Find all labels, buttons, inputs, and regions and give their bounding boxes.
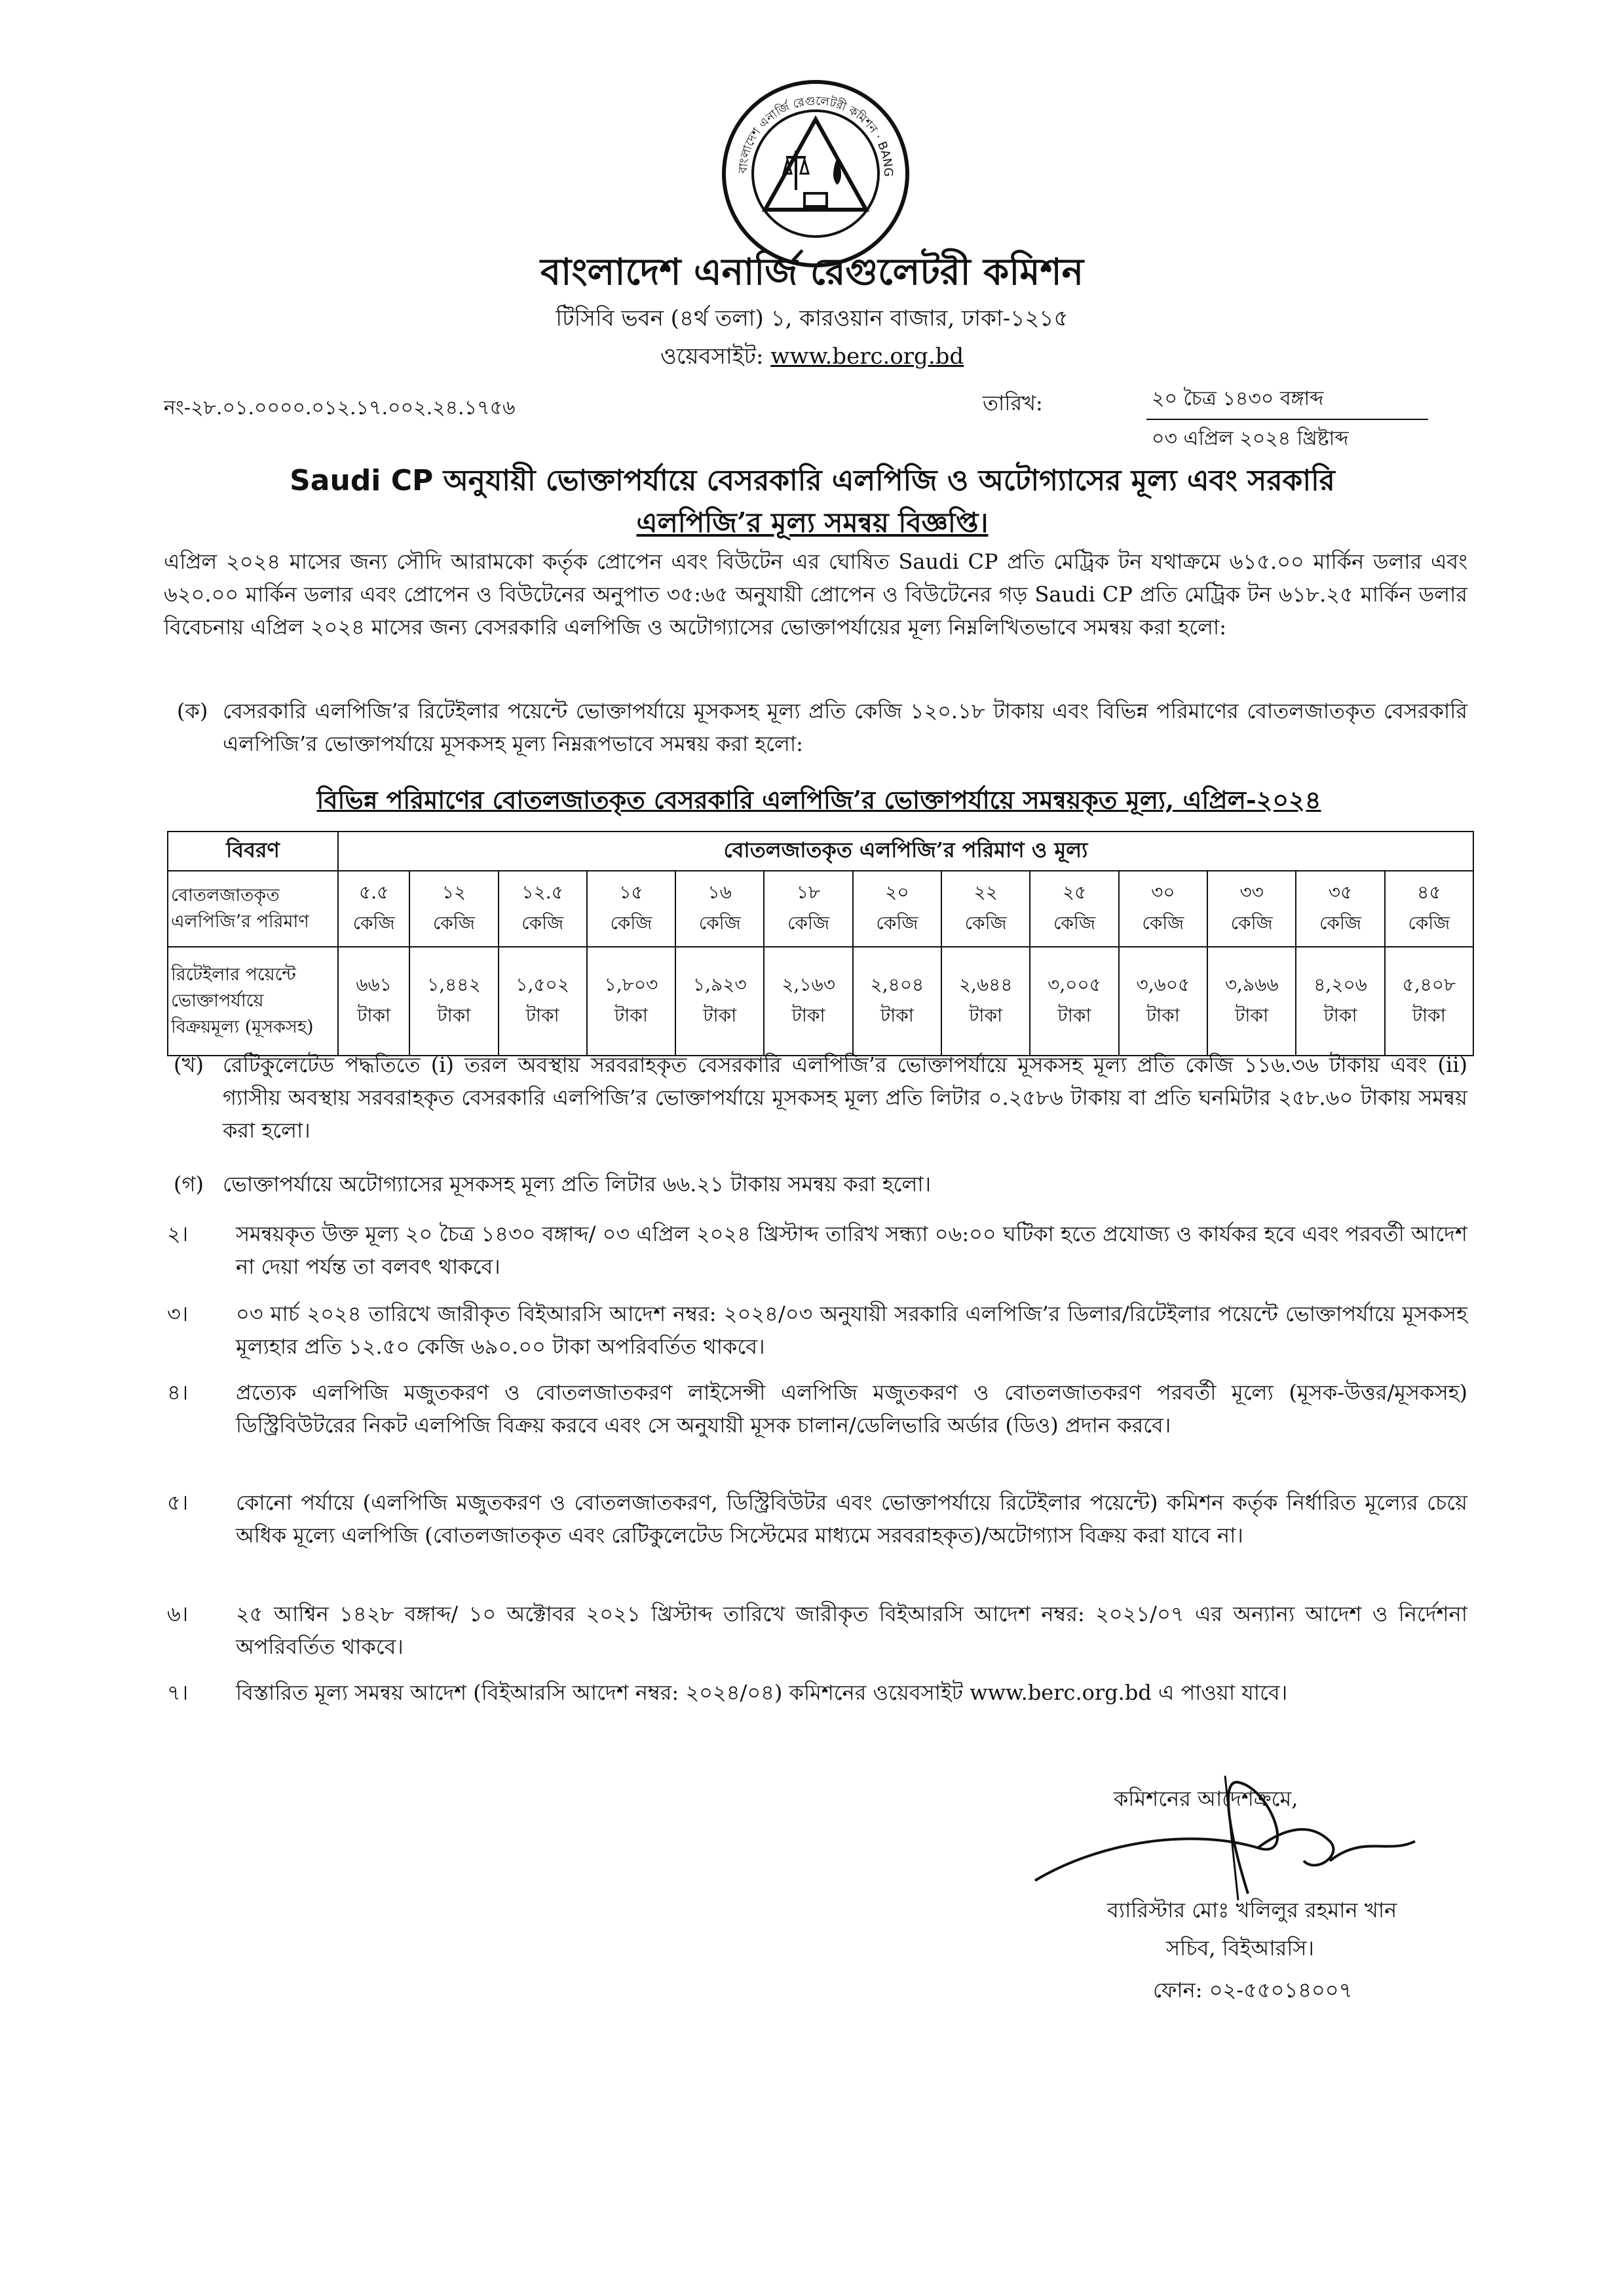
clause-number: ৭। <box>167 1680 189 1705</box>
unit-kg: কেজি <box>521 912 564 934</box>
item-kha <box>174 1048 1467 1147</box>
price-value: ৩,০০৫ <box>1048 974 1101 995</box>
price-cell <box>675 947 764 1056</box>
cylinder-size-value: ১২.৫ <box>521 881 563 903</box>
price-value: ৩,৯৬৬ <box>1224 974 1279 995</box>
unit-kg: কেজি <box>1319 912 1362 934</box>
item-kha-text: রেটিকুলেটেড পদ্ধতিতে (i) তরল অবস্থায় সরবরাহকৃত বেসরকারি এলপিজি’র ভোক্তাপর্যায়ে মূসকসহ মূল্য প্রতি কেজি ১১৬.৩৬ টাকায় এবং (ii) গ্যাসীয় অবস্থায় সরবরাহকৃত বেসরকারি এলপিজি’র ভোক্তাপর্যায়ে মূসকসহ মূল্য প্রতি লিটার ০.২৫৮৬ টাকায় বা প্রতি ঘনমিটার ২৫৮.৬০ টাকায় সমন্বয় করা হলো। <box>223 1052 1467 1143</box>
signature-by-order: কমিশনের আদেশক্রমে, <box>1114 1786 1298 1811</box>
reference-number: নং-২৮.০১.০০০০.০১২.১৭.০০২.২৪.১৭৫৬ <box>164 396 516 419</box>
intro-paragraph: এপ্রিল ২০২৪ মাসের জন্য সৌদি আরামকো কর্তৃক প্রোপেন এবং বিউটেন এর ঘোষিত Saudi CP প্রতি মেট্রিক টন যথাক্রমে ৬১৫.০০ মার্কিন ডলার এবং ৬২০.০০ মার্কিন ডলার এবং প্রোপেন ও বিউটেনের অনুপাত ৩৫:৬৫ অনুযায়ী প্রোপেন ও বিউটেনের গড় Saudi CP প্রতি মেট্রিক টন ৬১৮.২৫ মার্কিন ডলার বিবেচনায় এপ্রিল ২০২৪ মাসের জন্য বেসরকারি এলপিজি ও অটোগ্যাসের ভোক্তাপর্যায়ের মূল্য নিম্নলিখিতভাবে সমন্বয় করা হলো: <box>164 549 1467 640</box>
table-header-quantity-price: বোতলজাতকৃত এলপিজি’র পরিমাণ ও মূল্য <box>338 832 1473 871</box>
cylinder-size-cell <box>409 871 498 947</box>
price-cell <box>764 947 852 1056</box>
cylinder-size-value: ১৬ <box>708 881 732 903</box>
clause-5 <box>167 1486 1467 1552</box>
clause-number: ৪। <box>167 1380 189 1405</box>
table-title: বিভিন্ন পরিমাণের বোতলজাতকৃত বেসরকারি এলপিজি’র ভোক্তাপর্যায়ে সমন্বয়কৃত মূল্য, এপ্রিল-২০২৪ <box>316 785 1321 814</box>
price-value: ৩,৬০৫ <box>1136 974 1190 995</box>
clause-text: প্রত্যেক এলপিজি মজুতকরণ ও বোতলজাতকরণ লাইসেন্সী এলপিজি মজুতকরণ ও বোতলজাতকরণ পরবর্তী মূল্যে (মূসক-উত্তর/মূসকসহ) ডিস্ট্রিবিউটরের নিকট এলপিজি বিক্রয় করবে এবং সে অনুযায়ী মূসক চালান/ডেলিভারি অর্ডার (ডিও) প্রদান করবে। <box>236 1380 1467 1438</box>
clause-number: ৬। <box>167 1601 189 1626</box>
clause-text: ০৩ মার্চ ২০২৪ তারিখে জারীকৃত বিইআরসি আদেশ নম্বর: ২০২৪/০৩ অনুযায়ী সরকারি এলপিজি’র ডিলার/রিটেইলার পয়েন্টে ভোক্তাপর্যায়ে মূসকসহ মূল্যহার প্রতি ১২.৫০ কেজি ৬৯০.০০ টাকা অপরিবর্তিত থাকবে। <box>236 1301 1467 1359</box>
title-line1-text: অনুযায়ী ভোক্তাপর্যায়ে বেসরকারি এলপিজি ও অটোগ্যাসের মূল্য এবং সরকারি <box>433 464 1335 497</box>
cylinder-size-cell <box>853 871 941 947</box>
cylinder-size-cell <box>764 871 852 947</box>
date-gregorian: ০৩ এপ্রিল ২০২৪ খ্রিষ্টাব্দ <box>1152 427 1349 450</box>
cylinder-size-value: ৫.৫ <box>359 881 389 903</box>
cylinder-size-cell <box>1385 871 1473 947</box>
unit-kg: কেজি <box>876 912 918 934</box>
unit-taka: টাকা <box>791 1004 825 1026</box>
clause-6 <box>167 1598 1467 1663</box>
cylinder-size-cell <box>587 871 675 947</box>
cylinder-size-value: ২৫ <box>1062 881 1087 903</box>
price-value: ২,১৬৩ <box>782 974 835 995</box>
clause-text: ২৫ আশ্বিন ১৪২৮ বঙ্গাব্দ/ ১০ অক্টোবর ২০২১ খ্রিস্টাব্দ তারিখে জারীকৃত বিইআরসি আদেশ নম্বর: ২০২১/০৭ এর অন্যান্য আদেশ ও নির্দেশনা অপরিবর্তিত থাকবে। <box>236 1601 1467 1659</box>
cylinder-size-value: ৩৫ <box>1328 881 1353 903</box>
price-value: ২,৪০৪ <box>870 974 924 995</box>
unit-taka: টাকা <box>1146 1004 1180 1026</box>
title-saudi-cp: Saudi CP <box>290 464 434 497</box>
price-value: ১,৫০২ <box>516 974 569 995</box>
price-value: ১,৪৪২ <box>427 974 481 995</box>
unit-kg: কেজি <box>1408 912 1450 934</box>
price-value: ১,৯২৩ <box>692 974 747 995</box>
unit-kg: কেজি <box>1053 912 1095 934</box>
price-cell <box>587 947 675 1056</box>
unit-kg: কেজি <box>964 912 1007 934</box>
price-cell <box>409 947 498 1056</box>
unit-kg: কেজি <box>787 912 830 934</box>
cylinder-size-cell <box>338 871 409 947</box>
table-header-description: বিবরণ <box>168 832 338 871</box>
cylinder-size-cell <box>1030 871 1118 947</box>
clause-2 <box>167 1217 1467 1283</box>
org-name: বাংলাদেশ এনার্জি রেগুলেটরী কমিশন <box>540 250 1084 294</box>
item-ka-mark: (ক) <box>177 698 208 723</box>
website-link[interactable]: www.berc.org.bd <box>770 343 964 370</box>
clause-7 <box>167 1676 1467 1709</box>
berc-logo <box>721 79 911 269</box>
price-cell <box>499 947 587 1056</box>
price-cell <box>1207 947 1296 1056</box>
item-ka <box>177 695 1467 760</box>
row-label-quantity: বোতলজাতকৃত এলপিজি’র পরিমাণ <box>168 871 338 947</box>
cylinder-size-cell <box>941 871 1030 947</box>
date-block <box>1146 380 1428 459</box>
unit-taka: টাকা <box>1412 1004 1446 1026</box>
cylinder-size-value: ১২ <box>442 881 466 903</box>
price-cell <box>1030 947 1118 1056</box>
unit-kg: কেজি <box>432 912 475 934</box>
unit-taka: টাকা <box>1057 1004 1091 1026</box>
item-ga-text: ভোক্তাপর্যায়ে অটোগ্যাসের মূসকসহ মূল্য প্রতি লিটার ৬৬.২১ টাকায় সমন্বয় করা হলো। <box>223 1172 932 1196</box>
price-value: ৬৬১ <box>356 974 392 995</box>
cylinder-size-value: ৩৩ <box>1239 881 1264 903</box>
item-ka-text: বেসরকারি এলপিজি’র রিটেইলার পয়েন্টে ভোক্তাপর্যায়ে মূসকসহ মূল্য প্রতি কেজি ১২০.১৮ টাকায় এবং বিভিন্ন পরিমাণের বোতলজাতকৃত বেসরকারি এলপিজি’র ভোক্তাপর্যায়ে মূসকসহ মূল্য নিম্নরূপভাবে সমন্বয় করা হলো: <box>223 698 1467 756</box>
unit-kg: কেজি <box>610 912 652 934</box>
unit-taka: টাকা <box>703 1004 737 1026</box>
clause-text: কোনো পর্যায়ে (এলপিজি মজুতকরণ ও বোতলজাতকরণ, ডিস্ট্রিবিউটর এবং ভোক্তাপর্যায়ে রিটেইলার পয়েন্টে) কমিশন কর্তৃক নির্ধারিত মূল্যের চেয়ে অধিক মূল্যে এলপিজি (বোতলজাতকৃত এবং রেটিকুলেটেড সিস্টেমের মাধ্যমে সরবরাহকৃত)/অটোগ্যাস বিক্রয় করা যাবে না। <box>236 1490 1467 1548</box>
cylinder-size-cell <box>675 871 764 947</box>
item-ga-mark: (গ) <box>174 1172 204 1196</box>
price-value: ২,৬৪৪ <box>958 974 1013 995</box>
cylinder-size-value: ৪৫ <box>1417 881 1441 903</box>
signatory-phone: ফোন: ০২-৫৫০১৪০০৭ <box>1153 1978 1353 2002</box>
cylinder-size-cell <box>1207 871 1296 947</box>
unit-taka: টাকা <box>1235 1004 1269 1026</box>
item-ga <box>174 1168 1467 1200</box>
unit-taka: টাকা <box>525 1004 559 1026</box>
clause-number: ৩। <box>167 1301 189 1326</box>
price-cell <box>941 947 1030 1056</box>
cylinder-size-value: ২০ <box>885 881 909 903</box>
unit-kg: কেজি <box>698 912 741 934</box>
cylinder-size-value: ২২ <box>973 881 998 903</box>
clause-4 <box>167 1376 1467 1442</box>
price-value: ১,৮০৩ <box>604 974 658 995</box>
unit-taka: টাকা <box>969 1004 1003 1026</box>
notice-title-line2: এলপিজি’র মূল্য সমন্বয় বিজ্ঞপ্তি। <box>636 507 989 539</box>
item-kha-mark: (খ) <box>174 1052 204 1077</box>
org-address: টিসিবি ভবন (৪র্থ তলা) ১, কারওয়ান বাজার, ঢাকা-১২১৫ <box>556 305 1068 332</box>
clause-3 <box>167 1297 1467 1363</box>
unit-kg: কেজি <box>1230 912 1273 934</box>
cylinder-size-cell <box>499 871 587 947</box>
cylinder-size-cell <box>1119 871 1207 947</box>
price-cell <box>1119 947 1207 1056</box>
cylinder-size-value: ১৫ <box>619 881 643 903</box>
unit-taka: টাকা <box>357 1004 391 1026</box>
unit-taka: টাকা <box>1323 1004 1357 1026</box>
price-cell <box>338 947 409 1056</box>
org-website-line <box>0 339 1624 377</box>
logo-ring-text: বাংলাদেশ এনার্জি রেগুলেটরী কমিশন · BANG <box>736 94 896 177</box>
unit-taka: টাকা <box>437 1004 471 1026</box>
cylinder-size-cell <box>1296 871 1384 947</box>
price-cell <box>853 947 941 1056</box>
price-value: ৪,২০৬ <box>1313 974 1367 995</box>
date-bangla: ২০ চৈত্র ১৪৩০ বঙ্গাব্দ <box>1146 380 1428 420</box>
cylinder-size-value: ৩০ <box>1151 881 1175 903</box>
price-cell <box>1296 947 1384 1056</box>
date-label: তারিখ: <box>983 391 1043 415</box>
unit-taka: টাকা <box>880 1004 914 1026</box>
lpg-price-table <box>167 831 1474 1056</box>
clause-text: সমন্বয়কৃত উক্ত মূল্য ২০ চৈত্র ১৪৩০ বঙ্গাব্দ/ ০৩ এপ্রিল ২০২৪ খ্রিস্টাব্দ তারিখ সন্ধ্যা ০৬:০০ ঘটিকা হতে প্রযোজ্য ও কার্যকর হবে এবং পরবর্তী আদেশ না দেয়া পর্যন্ত তা বলবৎ থাকবে। <box>236 1221 1467 1279</box>
price-cell <box>1385 947 1473 1056</box>
clause-number: ২। <box>167 1221 189 1246</box>
unit-taka: টাকা <box>614 1004 648 1026</box>
website-label: ওয়েবসাইট: <box>660 343 771 370</box>
unit-kg: কেজি <box>352 912 395 934</box>
price-value: ৫,৪০৮ <box>1402 974 1456 995</box>
clause-number: ৫। <box>167 1490 189 1515</box>
row-label-retail-price: রিটেইলার পয়েন্টে ভোক্তাপর্যায়ে বিক্রয়মূল্য (মূসকসহ) <box>168 947 338 1056</box>
notice-title-line1 <box>131 459 1494 507</box>
signatory-designation: সচিব, বিইআরসি। <box>1166 1936 1314 1961</box>
cylinder-size-value: ১৮ <box>796 881 821 903</box>
signatory-name: ব্যারিস্টার মোঃ খলিলুর রহমান খান <box>1107 1898 1397 1923</box>
clause-text: বিস্তারিত মূল্য সমন্বয় আদেশ (বিইআরসি আদেশ নম্বর: ২০২৪/০৪) কমিশনের ওয়েবসাইট www.berc.org.bd এ পাওয়া যাবে। <box>236 1680 1288 1705</box>
unit-kg: কেজি <box>1142 912 1184 934</box>
